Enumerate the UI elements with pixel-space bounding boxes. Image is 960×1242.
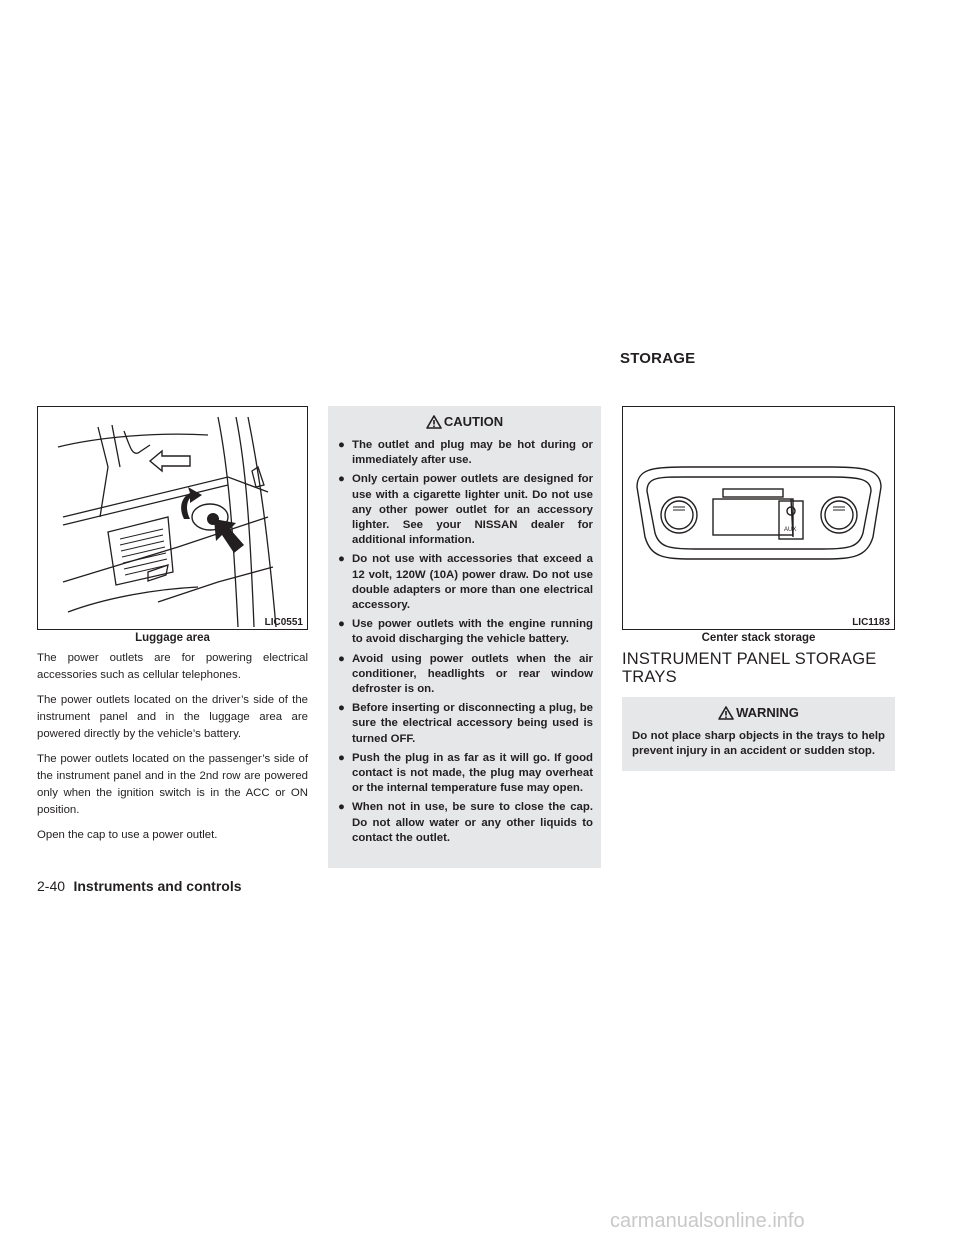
center-stack-figure [622, 406, 895, 630]
list-item: ● Push the plug in as far as it will go. If good contact is not made, the plug may overheat or the internal temperature fuse may open. [338, 751, 593, 795]
luggage-area-illustration [38, 407, 306, 628]
warning-text: Do not place sharp objects in the trays to help prevent injury in an accident or sudden stop. [632, 730, 885, 758]
paragraph: Open the cap to use a power outlet. [37, 829, 218, 841]
aux-label: AUX [784, 527, 797, 533]
list-item: ● Avoid using power outlets when the air conditioner, headlights or rear window defroster is on. [338, 652, 593, 696]
list-item: ● Before inserting or disconnecting a plug, be sure the electrical accessory being used is turned OFF. [338, 702, 593, 745]
trays-heading: INSTRUMENT PANEL STORAGE TRAYS [622, 650, 877, 686]
caution-box [328, 406, 601, 868]
watermark: carmanualsonline.info [610, 1210, 805, 1232]
warning-title: WARNING [736, 705, 799, 720]
list-item: ● Only certain power outlets are designed for use with a cigarette lighter unit. Do not use any other power outlet for an accessory lighter. See your NISSAN dealer for additional information. [338, 473, 593, 547]
list-item: ● Do not use with accessories that exceed a 12 volt, 120W (10A) power draw. Do not use double adapters or more than one electrical accessory. [338, 553, 593, 612]
section-title: STORAGE [620, 350, 696, 367]
warning-box [622, 697, 895, 771]
list-item: ● Use power outlets with the engine running to avoid discharging the vehicle battery. [338, 618, 593, 646]
page-number: 2-40 [37, 878, 66, 894]
paragraph: The power outlets are for powering electrical accessories such as cellular telephones. [37, 652, 308, 681]
page-footer [37, 878, 242, 896]
caution-title: CAUTION [443, 414, 504, 429]
left-column-text [37, 650, 308, 852]
center-stack-illustration [623, 407, 893, 628]
figure-caption: Center stack storage [701, 632, 816, 644]
caution-list [328, 438, 601, 856]
paragraph: The power outlets located on the passenger’s side of the instrument panel and in the 2nd row are powered only when the ignition switch is in the ACC or ON position. [37, 753, 308, 816]
luggage-area-figure [37, 406, 308, 630]
warning-triangle-icon [426, 415, 442, 429]
warning-header [622, 697, 895, 729]
figure-code: LIC0551 [264, 617, 303, 628]
paragraph: The power outlets located on the driver’s side of the instrument panel and in the luggage area are powered directly by the vehicle’s battery. [37, 694, 308, 740]
caution-header [328, 406, 601, 438]
list-item: ● When not in use, be sure to close the cap. Do not allow water or any other liquids to contact the outlet. [338, 801, 593, 844]
figure-code: LIC1183 [852, 617, 890, 628]
chapter-title: Instruments and controls [73, 878, 242, 894]
list-item: ● The outlet and plug may be hot during or immediately after use. [338, 439, 593, 467]
warning-triangle-icon [718, 706, 734, 720]
figure-caption: Luggage area [135, 632, 210, 644]
